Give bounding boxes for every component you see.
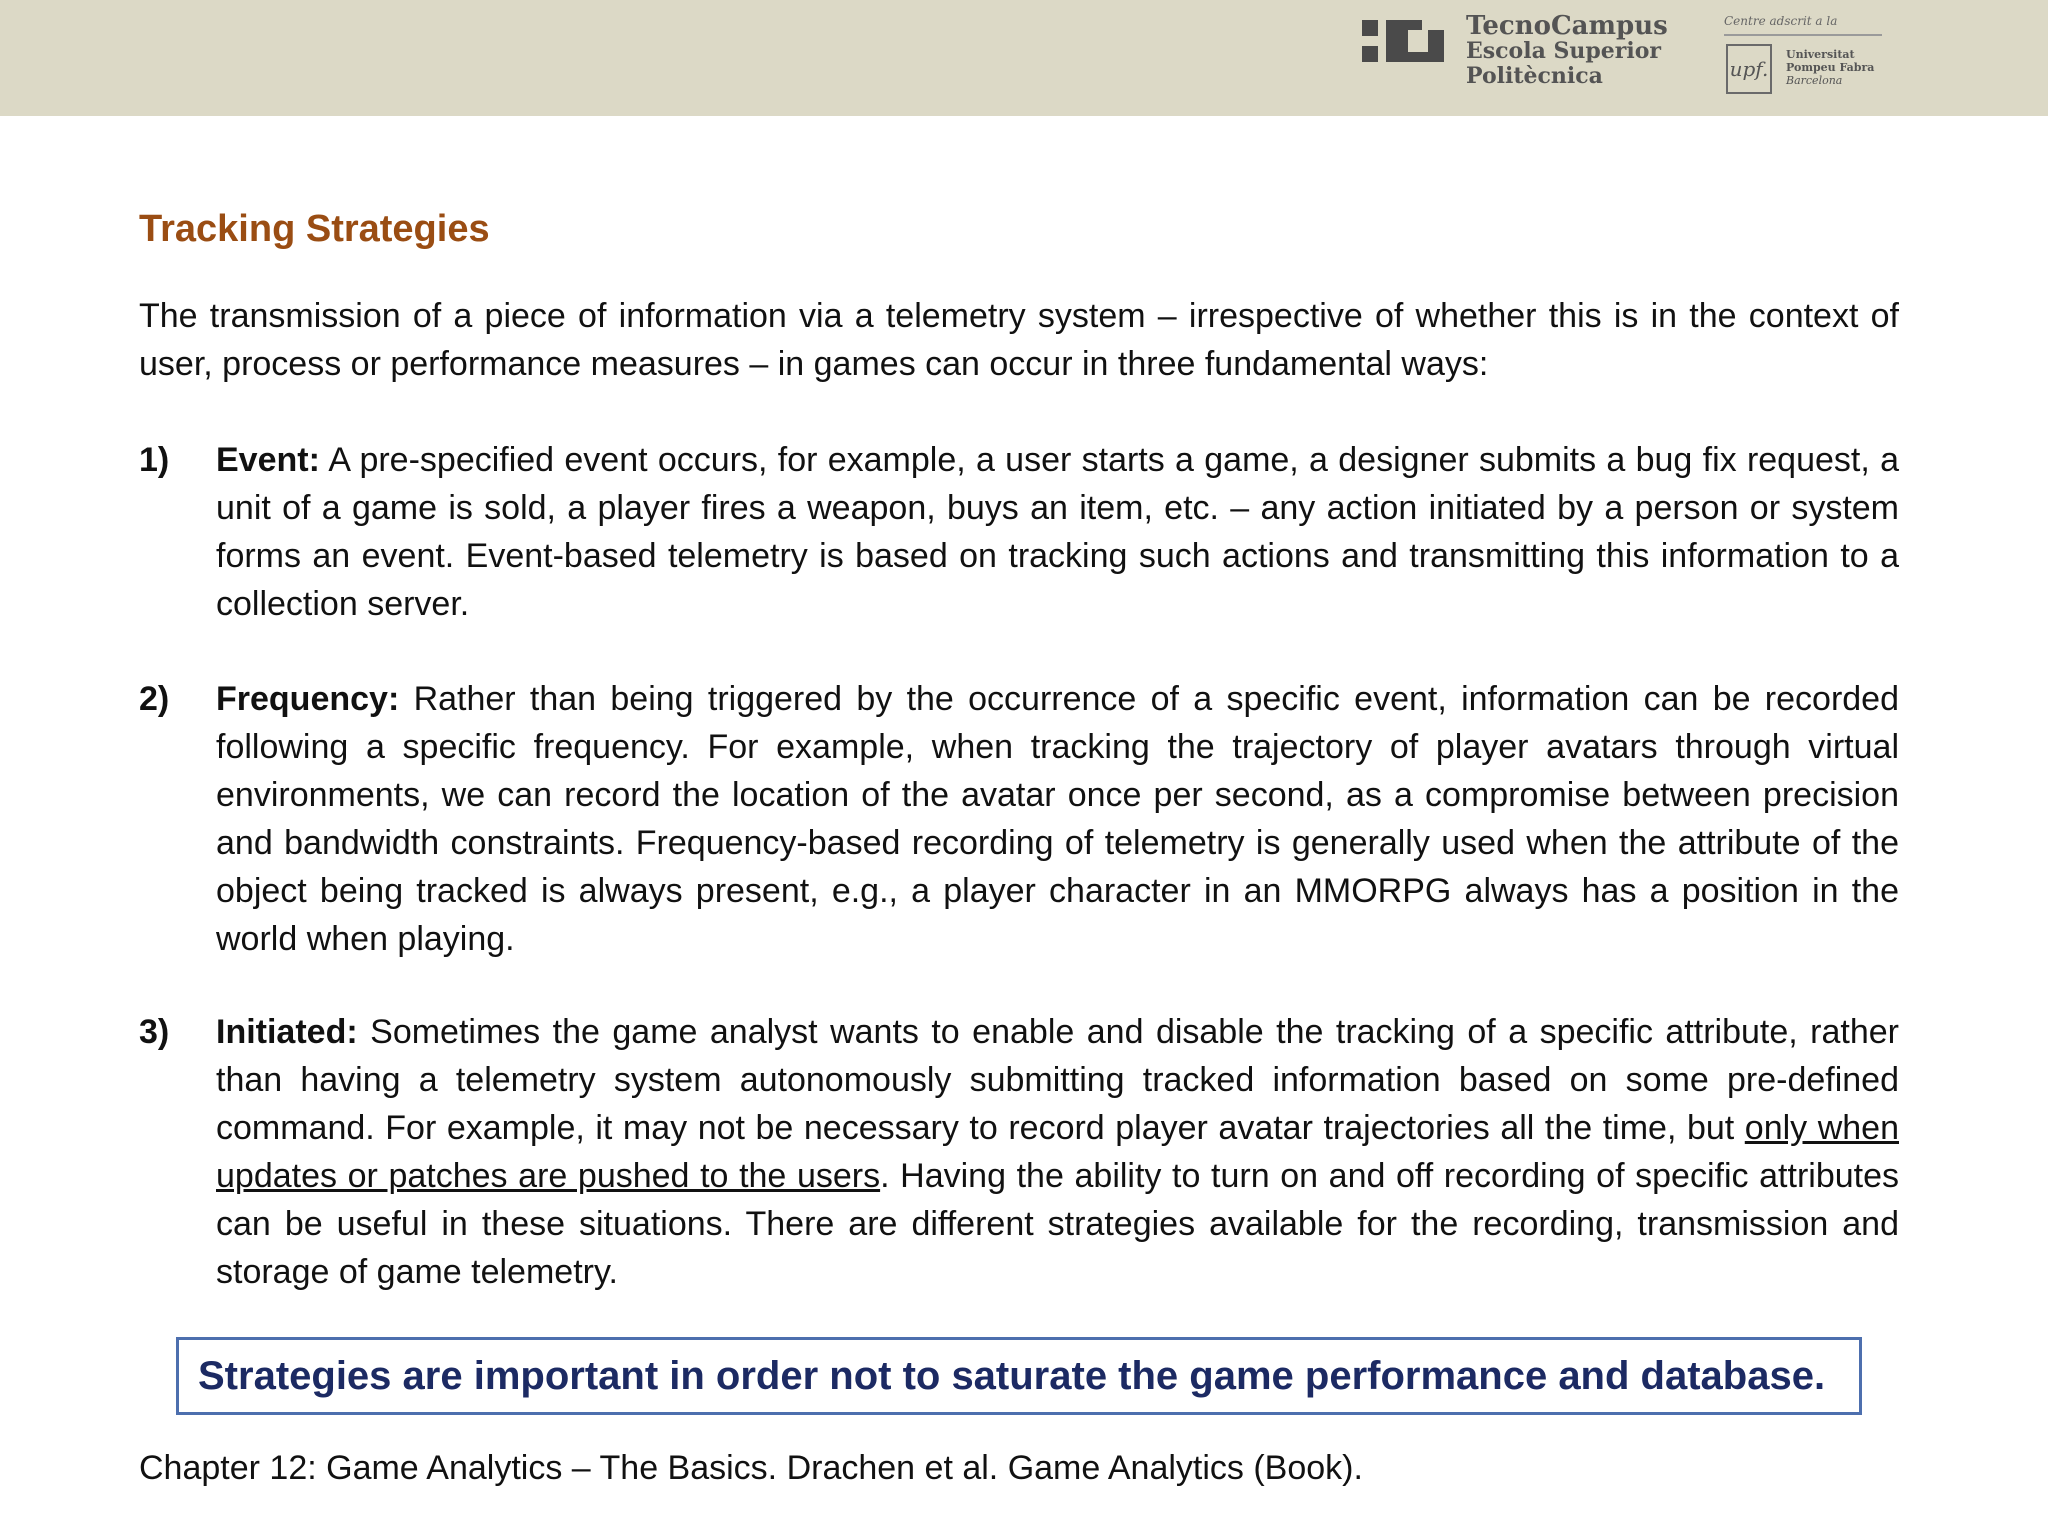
list-item-text: Rather than being triggered by the occurrence of a specific event, information can be recorded following a specific frequency. For example, when tracking the trajectory of player avatars through virtual environments, we can record the location of the avatar once per second, as a compromise between precision and bandwidth constraints. Frequency-based recording of telemetry is generally used when the attribute of the object being tracked is always present, e.g., a player character in an MMORPG always has a position in the world when playing. (216, 680, 1899, 958)
tecnocampus-school-line: Escola Superior (1466, 38, 1661, 64)
list-item-term: Event: (216, 441, 320, 479)
list-item-term: Initiated: (216, 1013, 358, 1051)
upf-university-name (1786, 48, 1874, 87)
list-item-frequency (139, 675, 1899, 963)
tecnocampus-wordmark (1466, 11, 1668, 89)
list-number: 1) (139, 441, 170, 479)
citation: Chapter 12: Game Analytics – The Basics. Drachen et al. Game Analytics (Book). (139, 1449, 1363, 1487)
list-number: 2) (139, 680, 170, 718)
list-item-text: . Having the ability to turn on and off recording of specific attributes can be useful in these situations. There are different strategies available for the recording, transmission and storage of game telemetry. (216, 1157, 1899, 1291)
list-item-text: Sometimes the game analyst wants to enable and disable the tracking of a specific attribute, rather than having a telemetry system autonomously submitting tracked information based on some pre-defined command. For example, it may not be necessary to record player avatar trajectories all the time, but (216, 1013, 1899, 1147)
upf-mark-icon: upf. (1726, 44, 1772, 94)
tecnocampus-name-line: TecnoCampus (1466, 11, 1668, 41)
slide-title: Tracking Strategies (139, 208, 490, 250)
list-item-body (216, 675, 1899, 963)
callout-box: Strategies are important in order not to saturate the game performance and database. (176, 1337, 1862, 1415)
list-number: 3) (139, 1013, 170, 1051)
intro-paragraph: The transmission of a piece of information via a telemetry system – irrespective of whether this is in the context of user, process or performance measures – in games can occur in three fundamental ways: (139, 297, 1899, 383)
upf-name-line: Universitat (1786, 48, 1855, 61)
list-item-text: A pre-specified event occurs, for example, a user starts a game, a designer submits a bug fix request, a unit of a game is sold, a player fires a weapon, buys an item, etc. – any action initiated by a person or system forms an event. Event-based telemetry is based on tracking such actions and transmitting this information to a collection server. (216, 441, 1899, 623)
tecnocampus-logo-icon (1362, 20, 1446, 74)
list-item-term: Frequency: (216, 680, 400, 718)
list-item-event (139, 436, 1899, 628)
upf-name-line: Barcelona (1786, 74, 1843, 87)
list-item-body (216, 436, 1899, 628)
list-item-body (216, 1008, 1899, 1296)
affiliation-note: Centre adscrit a la (1724, 14, 1838, 28)
underlined-phrase: only when updates or patches are pushed to the users (216, 1109, 1899, 1195)
upf-logo (1724, 14, 1884, 104)
upf-name-line: Pompeu Fabra (1786, 61, 1875, 74)
tecnocampus-school-line: Politècnica (1466, 63, 1603, 89)
upf-divider (1724, 34, 1882, 36)
header-bar (0, 0, 2048, 116)
list-item-initiated (139, 1008, 1899, 1296)
